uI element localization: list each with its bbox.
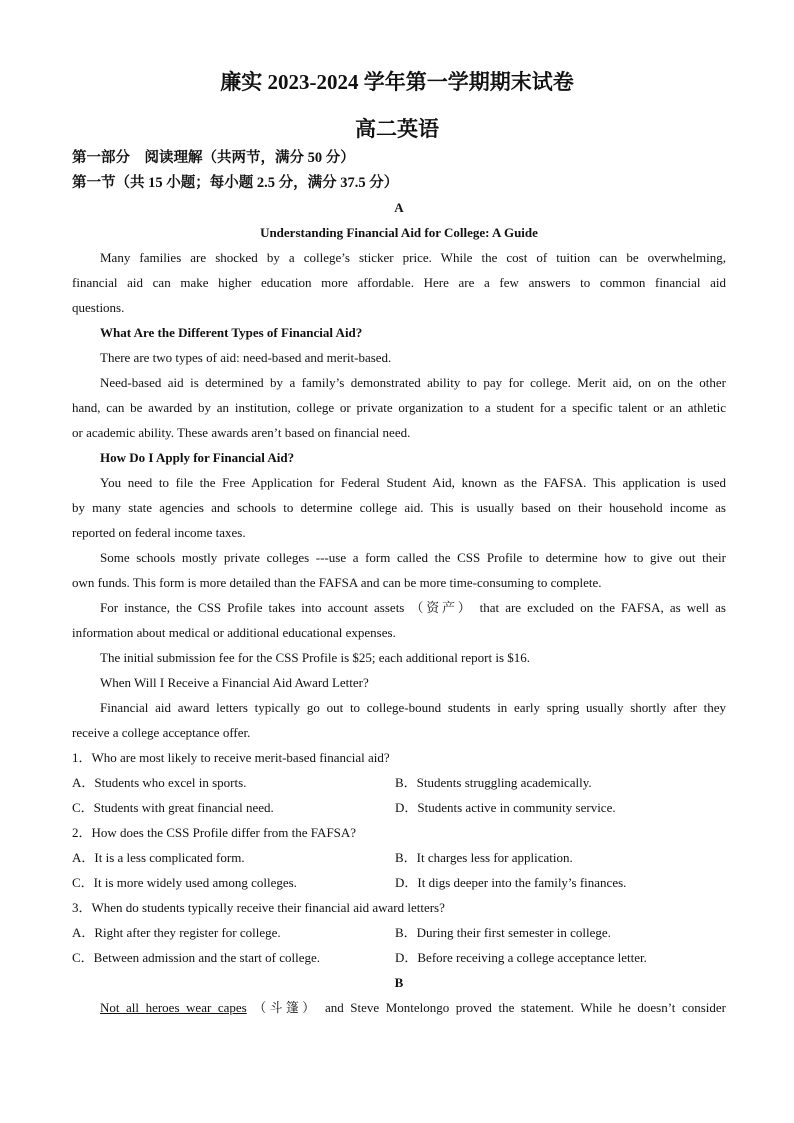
question-stem: 1．Who are most likely to receive merit-based financial aid? — [72, 750, 390, 765]
option-d: D．It digs deeper into the family’s finances. — [395, 875, 627, 890]
paragraph-line: financial aid can make higher education more affordable. Here are a few answers to common financial aid — [72, 275, 726, 290]
paragraph-line: Need-based aid is determined by a family’s demonstrated ability to pay for college. Merit aid, on on the other — [100, 375, 726, 390]
paragraph-line: by many state agencies and schools to determine college aid. This is usually based on their household income as — [72, 500, 726, 515]
paragraph-line: reported on federal income taxes. — [72, 525, 246, 540]
option-a: A．It is a less complicated form. — [72, 850, 245, 865]
option-d: D．Before receiving a college acceptance letter. — [395, 950, 647, 965]
option-a: A．Right after they register for college. — [72, 925, 281, 940]
question-stem: 3．When do students typically receive their financial aid award letters? — [72, 900, 445, 915]
exam-subtitle: 高二英语 — [355, 117, 439, 141]
paragraph-line: There are two types of aid: need-based and merit-based. — [100, 350, 392, 365]
option-b: B．It charges less for application. — [395, 850, 573, 865]
paragraph-line: or academic ability. These awards aren’t based on financial need. — [72, 425, 411, 440]
paragraph-line: Financial aid award letters typically go out to college-bound students in early spring usually shortly after they — [100, 700, 726, 715]
section-heading: 第一节（共 15 小题；每小题 2.5 分，满分 37.5 分） — [72, 175, 399, 191]
paragraph-line: receive a college acceptance offer. — [72, 725, 251, 740]
paragraph-line: You need to file the Free Application for Federal Student Aid, known as the FAFSA. This application is used — [100, 475, 726, 490]
option-d: D．Students active in community service. — [395, 800, 616, 815]
paragraph-line: own funds. This form is more detailed than the FAFSA and can be more time-consuming to complete. — [72, 575, 602, 590]
paragraph-line: For instance, the CSS Profile takes into account assets （资产） that are excluded on the FAFSA, as well as — [100, 600, 726, 615]
option-c: C．Between admission and the start of college. — [72, 950, 321, 965]
exam-title: 廉实 2023-2024 学年第一学期期末试卷 — [220, 70, 574, 94]
passage-b-label: B — [394, 975, 404, 990]
passage-b-text: and Steve Montelongo proved the statement. While he doesn’t consider — [324, 1000, 726, 1015]
paragraph-line: hand, can be awarded by an institution, college or private organization to a student for a specific talent or an athletic — [72, 400, 726, 415]
paragraph-line: Many families are shocked by a college’s sticker price. While the cost of tuition can be overwhelming, — [100, 250, 726, 265]
paragraph-line: The initial submission fee for the CSS Profile is $25; each additional report is $16. — [100, 650, 531, 665]
option-a: A．Students who excel in sports. — [72, 775, 247, 790]
option-b: B．During their first semester in college. — [395, 925, 611, 940]
option-c: C．Students with great financial need. — [72, 800, 274, 815]
paragraph-line: questions. — [72, 300, 125, 315]
option-b: B．Students struggling academically. — [395, 775, 592, 790]
part-heading: 第一部分 阅读理解（共两节，满分 50 分） — [72, 150, 355, 166]
paragraph-line: information about medical or additional educational expenses. — [72, 625, 396, 640]
subheading-apply: How Do I Apply for Financial Aid? — [100, 450, 295, 465]
passage-a-label: A — [394, 200, 404, 215]
question-stem: 2．How does the CSS Profile differ from the FAFSA? — [72, 825, 357, 840]
paragraph-line: Some schools mostly private colleges ---use a form called the CSS Profile to determine how to give out their — [100, 550, 726, 565]
passage-b-first-line — [100, 995, 726, 1020]
underlined-phrase: Not all heroes wear capes — [100, 1000, 247, 1015]
subheading-award-letter: When Will I Receive a Financial Aid Award Letter? — [100, 675, 369, 690]
gloss: （斗篷） — [253, 1000, 319, 1015]
option-c: C．It is more widely used among colleges. — [72, 875, 297, 890]
subheading-types: What Are the Different Types of Financial Aid? — [100, 325, 363, 340]
passage-a-title: Understanding Financial Aid for College: A Guide — [260, 225, 538, 240]
